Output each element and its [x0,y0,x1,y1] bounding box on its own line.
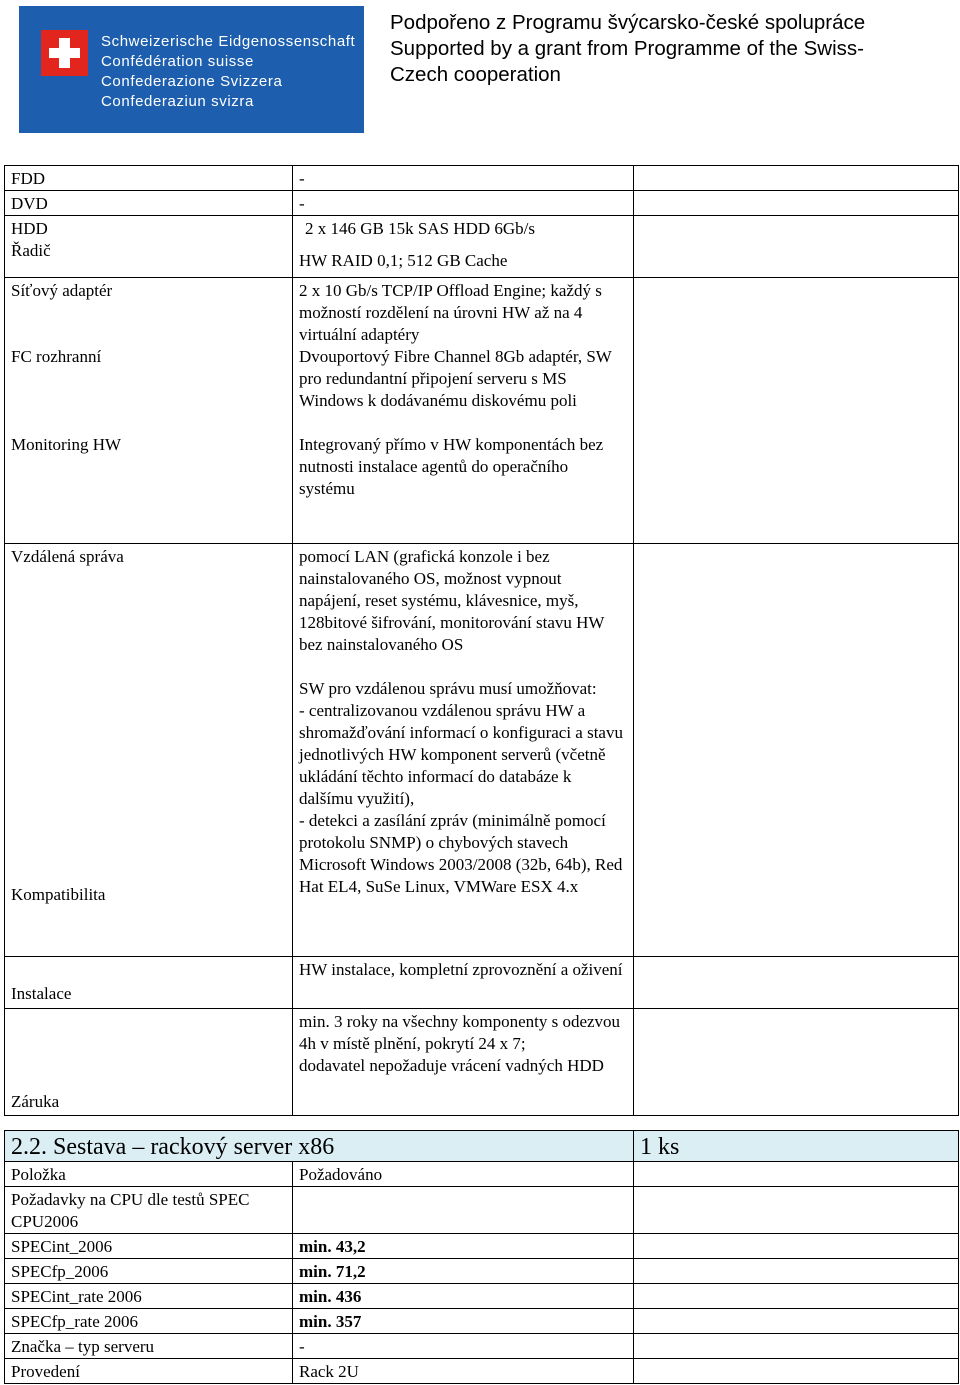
spec-label: DVD [5,191,293,216]
spec-value-text: Microsoft Windows 2003/2008 (32b, 64b), Red Hat EL4, SuSe Linux, VMWare ESX 4.x [299,855,623,896]
support-line: Supported by a grant from Programme of the Swiss- [390,37,864,60]
spec-label: Instalace [5,957,293,1009]
empty-cell [634,1359,959,1384]
spec-label [5,216,293,278]
support-statement [390,10,950,88]
empty-cell [634,1309,959,1334]
empty-cell [634,1187,959,1234]
spec-value: - [293,166,634,191]
spec-value [293,216,634,278]
table-header-row [5,1162,959,1187]
support-line: Podpořeno z Programu švýcarsko-české spolupráce [390,11,866,34]
spec-value [293,544,634,957]
logo-text-line: Confederazione Svizzera [101,73,283,90]
empty-cell [634,216,959,278]
empty-cell [634,278,959,544]
table-row [5,957,959,1009]
table-row [5,1009,959,1116]
spec-label-text: Síťový adaptér [11,281,113,300]
spec-label-text: Kompatibilita [11,885,106,904]
spec-value-text: Dvouportový Fibre Channel 8Gb adaptér, SW pro redundantní připojení serveru s MS Windows k dodávanému diskovému poli [299,347,612,410]
table-row [5,1284,959,1309]
spec-value [293,278,634,544]
spec-label-text: Vzdálená správa [11,547,124,566]
row-label: SPECfp_rate 2006 [5,1309,293,1334]
column-header-item: Položka [5,1162,293,1187]
row-value: min. 71,2 [293,1259,634,1284]
row-label: SPECint_rate 2006 [5,1284,293,1309]
section-quantity: 1 ks [634,1131,959,1162]
server-spec-table [4,1130,959,1384]
empty-cell [634,166,959,191]
logo-text-line: Schweizerische Eidgenossenschaft [101,33,356,50]
spec-value: HW instalace, kompletní zprovoznění a oživení [293,957,634,1009]
spec-label-text: HDD [11,219,48,238]
table-row [5,1334,959,1359]
spec-label [5,544,293,957]
empty-cell [634,957,959,1009]
logo-text-line: Confédération suisse [101,53,254,70]
row-value [293,1187,634,1234]
spec-label: Záruka [5,1009,293,1116]
row-value: min. 436 [293,1284,634,1309]
row-value: min. 357 [293,1309,634,1334]
spec-value-text: HW RAID 0,1; 512 GB Cache [299,251,508,270]
table-row [5,216,959,278]
spec-value-text: Integrovaný přímo v HW komponentách bez nutnosti instalace agentů do operačního systému [299,435,604,498]
empty-cell [634,1234,959,1259]
table-row [5,191,959,216]
row-value: Rack 2U [293,1359,634,1384]
row-value: min. 43,2 [293,1234,634,1259]
empty-cell [634,1334,959,1359]
spec-label-text: Monitoring HW [11,435,122,454]
spec-value-text: pomocí LAN (grafická konzole i bez nainstalovaného OS, možnost vypnout napájení, reset systému, klávesnice, myš, 128bitové šifrování, monitorování stavu HW bez nainstalovaného OS SW pro vzdálenou správu musí umožňovat: - centralizovanou vzdálenou správu HW a shromažďování informací o konfiguraci a stavu jednotlivých HW komponent serverů (včetně ukládání těchto informací do databáze k dalšímu využití), - detekci a zasílání zpráv (minimálně pomocí protokolu SNMP) o chybových stavech [299,547,623,852]
spec-label [5,278,293,544]
table-row [5,1309,959,1334]
empty-cell [634,191,959,216]
empty-cell [634,1162,959,1187]
empty-cell [634,1284,959,1309]
table-row [5,1187,959,1234]
row-label: SPECfp_2006 [5,1259,293,1284]
row-label: Požadavky na CPU dle testů SPEC CPU2006 [5,1187,293,1234]
table-row [5,544,959,957]
table-row [5,166,959,191]
row-label: SPECint_2006 [5,1234,293,1259]
swiss-confederation-logo [19,6,364,133]
table-row [5,1259,959,1284]
spec-label-text: Řadič [11,241,51,260]
swiss-flag-icon [41,30,88,76]
empty-cell [634,1009,959,1116]
spec-value-text: 2 x 10 Gb/s TCP/IP Offload Engine; každý s možností rozdělení na úrovni HW až na 4 virtuální adaptéry [299,281,602,344]
row-label: Provedení [5,1359,293,1384]
section-title-row [5,1131,959,1162]
logo-text-line: Confederaziun svizra [101,93,254,110]
table-row [5,278,959,544]
empty-cell [634,1259,959,1284]
support-line: Czech cooperation [390,63,561,86]
table-row [5,1234,959,1259]
empty-cell [634,544,959,957]
row-label: Značka – typ serveru [5,1334,293,1359]
spec-label-text: FC rozhranní [11,347,102,366]
spec-value-text: 2 x 146 GB 15k SAS HDD 6Gb/s [305,219,535,238]
spec-value: - [293,191,634,216]
table-row [5,1359,959,1384]
spec-table [4,165,959,1116]
row-value: - [293,1334,634,1359]
section-title: 2.2. Sestava – rackový server x86 [5,1131,634,1162]
spec-label: FDD [5,166,293,191]
spec-value: min. 3 roky na všechny komponenty s odezvou 4h v místě plnění, pokrytí 24 x 7; dodavatel nepožaduje vrácení vadných HDD [293,1009,634,1116]
column-header-required: Požadováno [293,1162,634,1187]
